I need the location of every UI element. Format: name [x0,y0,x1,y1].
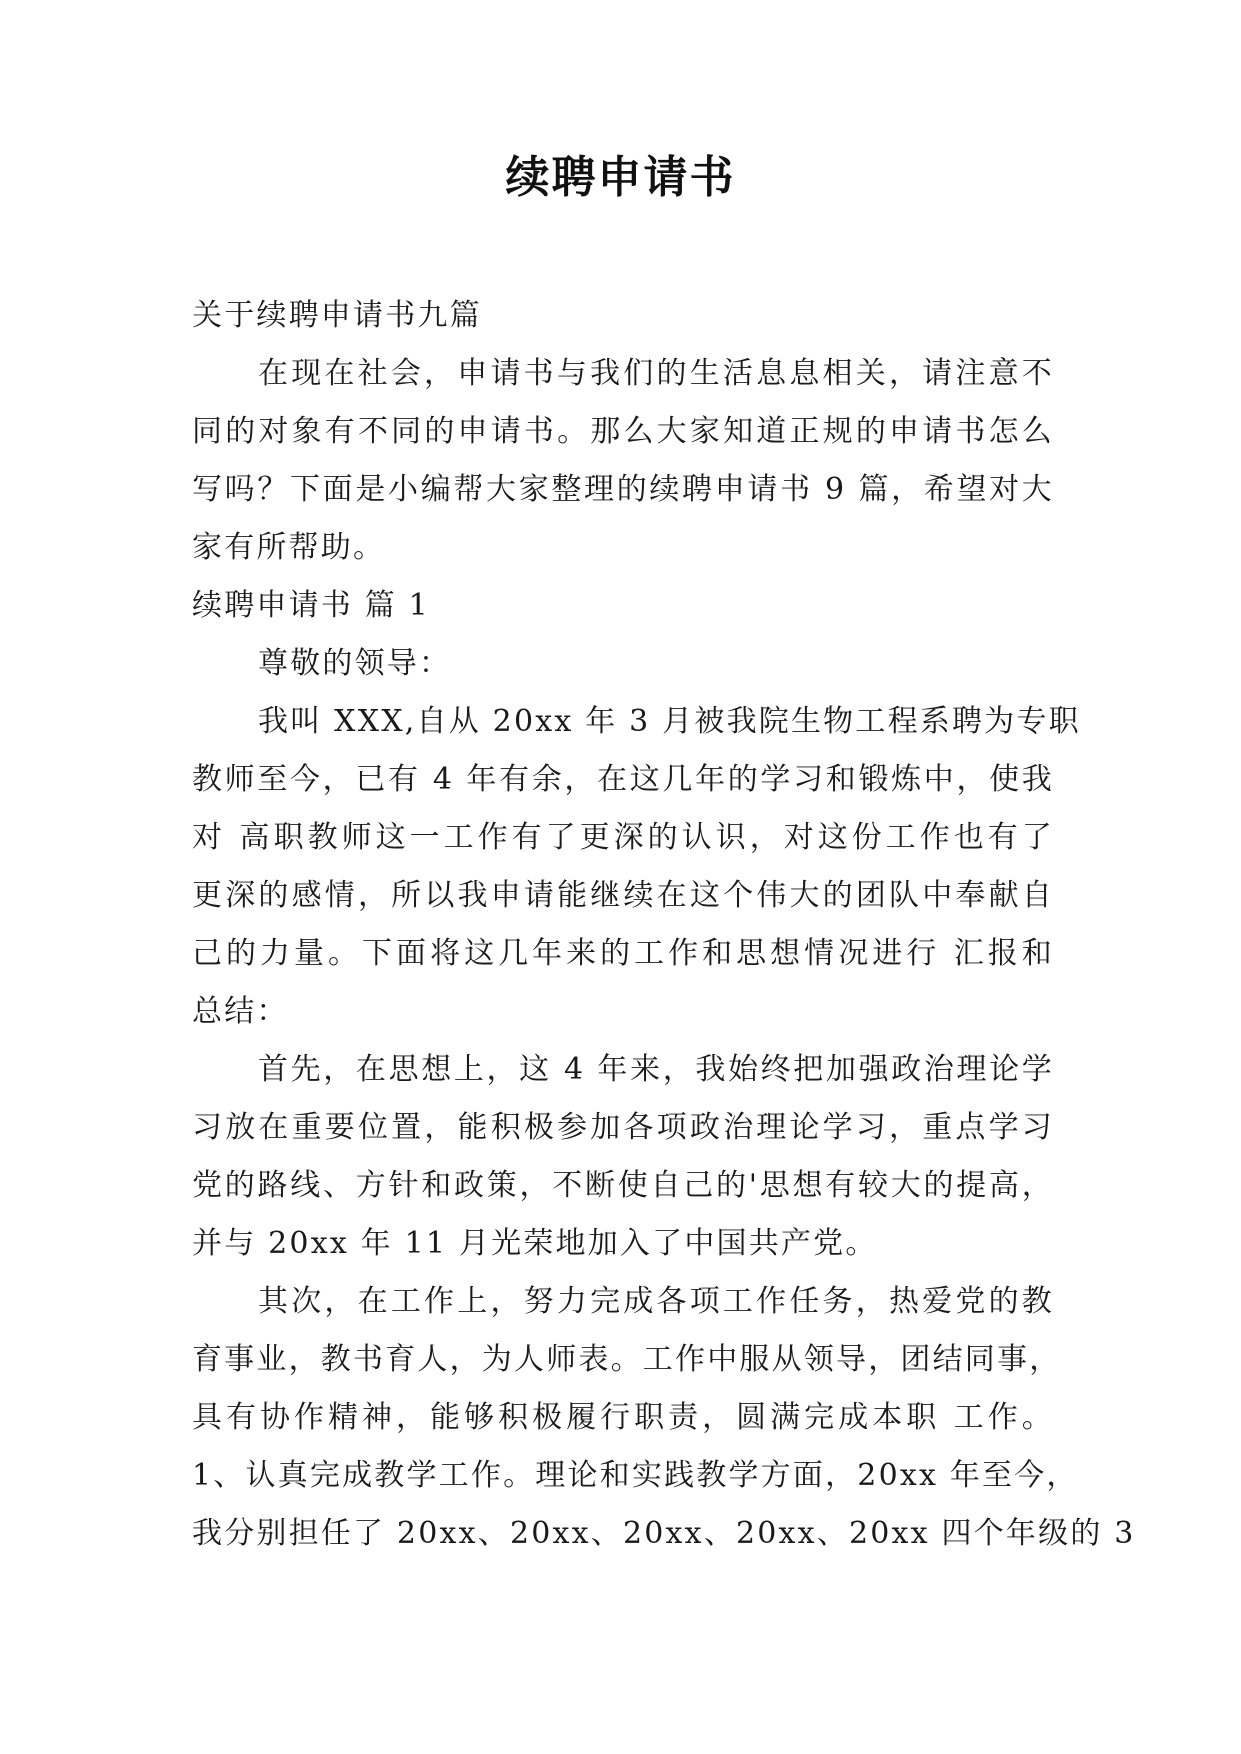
paragraph-line: 教师至今，已有 4 年有余，在这几年的学习和锻炼中，使我 [192,762,1054,797]
paragraph-line: 同的对象有不同的申请书。那么大家知道正规的申请书怎么 [192,414,1054,449]
paragraph-line: 家有所帮助。 [192,530,386,565]
paragraph-line: 具有协作精神，能够积极履行职责，圆满完成本职 工作。 [192,1400,1054,1435]
paragraph-line: 总结： [192,994,289,1029]
paragraph-line: 己的力量。下面将这几年来的工作和思想情况进行 汇报和 [192,936,1054,971]
paragraph-line: 我叫 XXX,自从 20xx 年 3 月被我院生物工程系聘为专职 [258,704,1081,739]
paragraph-line: 首先，在思想上，这 4 年来，我始终把加强政治理论学 [258,1052,1054,1087]
paragraph-line: 1、认真完成教学工作。理论和实践教学方面，20xx 年至今， [192,1458,1079,1493]
paragraph-line: 更深的感情，所以我申请能继续在这个伟大的团队中奉献自 [192,878,1054,913]
paragraph-line: 育事业，教书育人，为人师表。工作中服从领导，团结同事， [192,1342,1062,1377]
paragraph-line: 其次，在工作上，努力完成各项工作任务，热爱党的教 [258,1284,1054,1319]
paragraph-line: 并与 20xx 年 11 月光荣地加入了中国共产党。 [192,1226,878,1261]
paragraph-line: 习放在重要位置，能积极参加各项政治理论学习，重点学习 [192,1110,1054,1145]
paragraph-line: 尊敬的领导： [258,646,452,681]
paragraph-line: 在现在社会，申请书与我们的生活息息相关，请注意不 [258,356,1054,391]
paragraph-line: 我分别担任了 20xx、20xx、20xx、20xx、20xx 四个年级的 3 [192,1516,1136,1551]
paragraph-line: 续聘申请书 篇 1 [192,588,430,623]
document-title: 续聘申请书 [505,152,736,203]
document-body [192,287,1136,1563]
paragraph-line: 党的路线、方针和政策，不断使自己的'思想有较大的提高， [192,1168,1054,1203]
paragraph-line: 关于续聘申请书九篇 [192,298,482,333]
paragraph-line: 写吗？下面是小编帮大家整理的续聘申请书 9 篇，希望对大 [192,472,1054,507]
paragraph-line: 对 高职教师这一工作有了更深的认识，对这份工作也有了 [192,820,1054,855]
